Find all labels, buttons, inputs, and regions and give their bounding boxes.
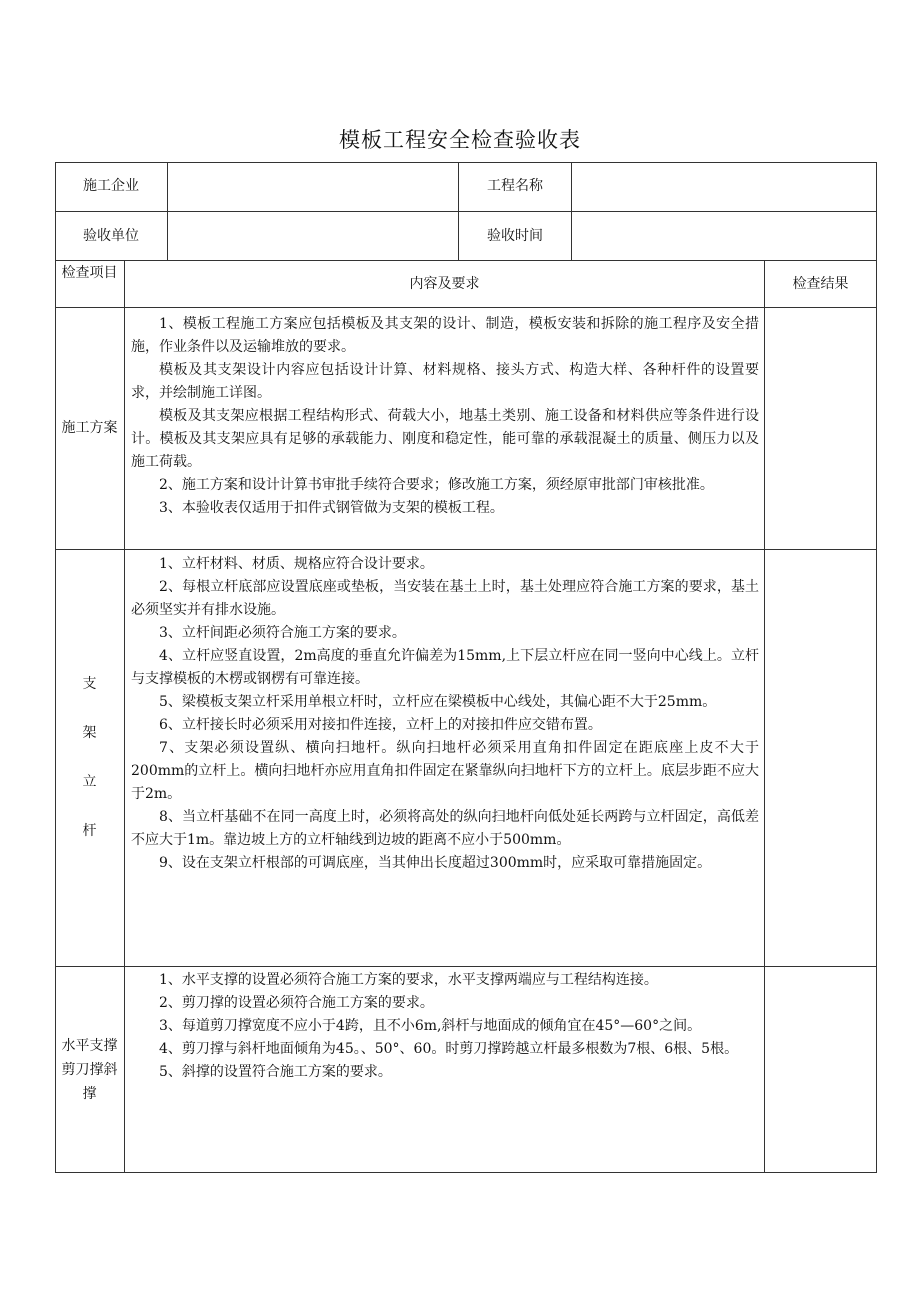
table-line: [876, 162, 877, 1173]
column-header-content: 内容及要求: [409, 275, 480, 292]
acceptance-unit-value[interactable]: [168, 212, 458, 260]
pole-content: [131, 553, 759, 875]
table-line: [55, 1172, 877, 1173]
table-line: [55, 549, 877, 550]
acceptance-unit-label: 验收单位: [83, 227, 139, 244]
plan-content: [131, 313, 759, 520]
pole-paragraph: 1、立杆材料、材质、规格应符合设计要求。: [159, 556, 434, 572]
brace-paragraph: 4、剪刀撑与斜杆地面倾角为45。、50°、60。时剪刀撑跨越立杆最多根数为7根、6根、5根。: [159, 1041, 739, 1057]
plan-paragraph: 3、本验收表仅适用于扣件式钢管做为支架的模板工程。: [159, 500, 504, 516]
pole-paragraph: 5、梁模板支架立杆采用单根立杆时，立杆应在梁模板中心线处，其偏心距不大于25mm。: [159, 694, 717, 710]
brace-paragraph: 1、水平支撑的设置必须符合施工方案的要求，水平支撑两端应与工程结构连接。: [159, 972, 658, 988]
brace-content: [131, 969, 759, 1084]
acceptance-time-value[interactable]: [572, 212, 876, 260]
column-header-result: 检查结果: [792, 275, 849, 292]
acceptance-time-label: 验收时间: [487, 227, 543, 244]
pole-result[interactable]: [765, 550, 876, 966]
pole-paragraph: 4、立杆应竖直设置，2m高度的垂直允许偏差为15mm,上下层立杆应在同一竖向中心线上。立杆与支撑模板的木楞或钢楞有可靠连接。: [131, 648, 759, 687]
table-line: [124, 260, 125, 1173]
brace-result[interactable]: [765, 967, 876, 1172]
table-line: [55, 307, 877, 308]
section-label-pole: [55, 550, 124, 966]
plan-paragraph: 模板及其支架应根据工程结构形式、荷载大小，地基土类别、施工设备和材料供应等条件进行设计。模板及其支架应具有足够的承载能力、刚度和稳定性，能可靠的承载混凝土的质量、侧压力以及施工荷载。: [131, 408, 759, 470]
pole-paragraph: 8、当立杆基础不在同一高度上时，必须将高处的纵向扫地杆向低处延长两跨与立杆固定，高低差不应大于1m。靠边坡上方的立杆轴线到边坡的距离不应小于500mm。: [131, 809, 759, 848]
project-name-value[interactable]: [572, 162, 876, 211]
section-label-brace: 水平支撑剪刀撑斜撑: [61, 1037, 118, 1102]
pole-label-char: 支: [82, 676, 97, 692]
pole-paragraph: 2、每根立杆底部应设置底座或垫板，当安装在基土上时，基土处理应符合施工方案的要求，基土必须坚实并有排水设施。: [131, 579, 759, 618]
pole-label-char: 架: [82, 725, 97, 741]
plan-paragraph: 1、模板工程施工方案应包括模板及其支架的设计、制造，模板安装和拆除的施工程序及安全措施，作业条件以及运输堆放的要求。: [131, 316, 759, 355]
page-title: 模板工程安全检查验收表: [339, 128, 581, 152]
brace-paragraph: 5、斜撑的设置符合施工方案的要求。: [159, 1064, 392, 1080]
pole-label-char: 杆: [82, 823, 97, 839]
plan-paragraph: 2、施工方案和设计计算书审批手续符合要求；修改施工方案，须经原审批部门审核批准。: [159, 477, 714, 493]
column-header-item: 检查项目: [61, 265, 118, 281]
inspection-table: [55, 162, 877, 1173]
plan-result[interactable]: [765, 308, 876, 549]
table-line: [55, 966, 877, 967]
pole-paragraph: 3、立杆间距必须符合施工方案的要求。: [159, 625, 406, 641]
project-name-label: 工程名称: [487, 178, 543, 194]
section-label-plan: 施工方案: [61, 420, 118, 436]
brace-paragraph: 2、剪刀撑的设置必须符合施工方案的要求。: [159, 995, 434, 1011]
pole-label-char: 立: [82, 774, 97, 790]
brace-paragraph: 3、每道剪刀撑宽度不应小于4跨，且不小6m,斜杆与地面成的倾角宜在45°—60°之间。: [159, 1018, 702, 1034]
plan-paragraph: 模板及其支架设计内容应包括设计计算、材料规格、接头方式、构造大样、各种杆件的设置要求，并绘制施工详图。: [131, 362, 759, 401]
pole-paragraph: 7、支架必须设置纵、横向扫地杆。纵向扫地杆必须采用直角扣件固定在距底座上皮不大于200mm的立杆上。横向扫地杆亦应用直角扣件固定在紧靠纵向扫地杆下方的立杆上。底层步距不应大于2m。: [131, 740, 759, 802]
company-label: 施工企业: [83, 178, 139, 194]
pole-paragraph: 6、立杆接长时必须采用对接扣件连接，立杆上的对接扣件应交错布置。: [159, 717, 602, 733]
pole-paragraph: 9、设在支架立杆根部的可调底座，当其伸出长度超过300mm时，应采取可靠措施固定。: [159, 855, 712, 871]
company-value[interactable]: [168, 162, 458, 211]
